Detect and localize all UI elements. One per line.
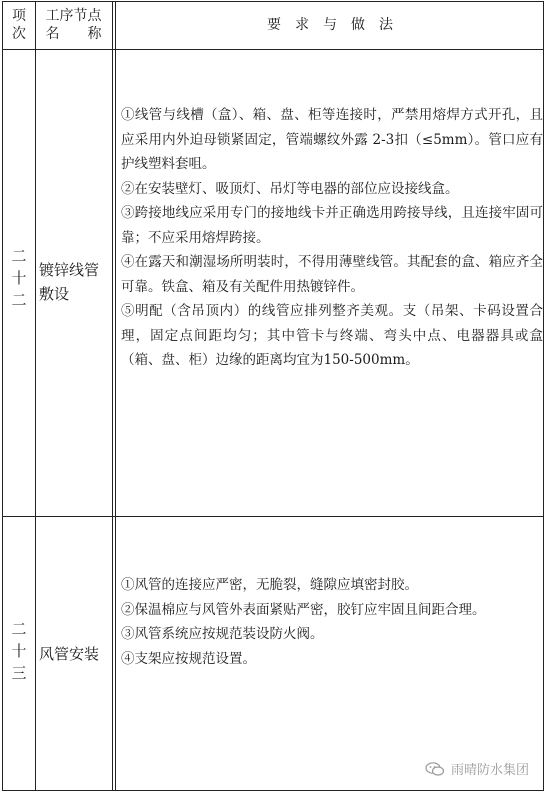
row-index: 二 十 二 [11, 247, 27, 309]
list-item: ⑤明配（含吊顶内）的线管应排列整齐美观。支（吊架、卡码设置合理，固定点间距均匀；其中管卡与终端、弯头中点、电器器具或盒（箱、盘、柜）边缘的距离均宜为150-500mm。 [121, 303, 543, 368]
list-item: ④支架应按规范设置。 [121, 650, 256, 667]
construction-table [2, 1, 544, 791]
header-node-name: 工序节点 名 称 [45, 8, 102, 42]
list-item: ②在安装壁灯、吸顶灯、吊灯等电器的部位应设接线盒。 [121, 180, 459, 197]
header-requirements: 要求与做法 [267, 17, 407, 33]
row-name: 镀锌线管 敷设 [39, 261, 100, 303]
row-index: 二 十 三 [11, 620, 27, 682]
column-divider [35, 2, 36, 790]
list-item: ①风管的连接应严密，无脆裂，缝隙应填密封胶。 [121, 577, 418, 593]
wechat-icon [425, 762, 445, 776]
list-item: ③风管系统应按规范装设防火阀。 [121, 626, 324, 642]
row-name: 风管安装 [39, 645, 100, 663]
row-content [121, 573, 543, 671]
row-divider [3, 49, 543, 50]
list-item: ①线管与线槽（盒）、箱、盘、柜等连接时，严禁用熔焊方式开孔，且应采用内外迫母锁紧固定，管端螺纹外露 2-3扣（≤5mm）。管口应有护线塑料套咀。 [121, 107, 543, 172]
row-content [121, 103, 543, 373]
list-item: ③跨接地线应采用专门的接地线卡并正确选用跨接导线，且连接牢固可靠；不应采用熔焊跨接。 [121, 205, 543, 246]
list-item: ②保温棉应与风管外表面紧贴严密，胶钉应牢固且间距合理。 [121, 601, 486, 618]
watermark-text: 雨晴防水集团 [450, 763, 529, 778]
column-divider [112, 2, 113, 790]
watermark [425, 759, 529, 778]
header-index: 项 次 [12, 8, 26, 42]
column-divider [115, 2, 116, 790]
list-item: ④在露天和潮湿场所明装时，不得用薄壁线管。其配套的盒、箱应齐全可靠。铁盒、箱及有关配件用热镀锌件。 [121, 254, 543, 295]
row-divider [3, 516, 543, 517]
